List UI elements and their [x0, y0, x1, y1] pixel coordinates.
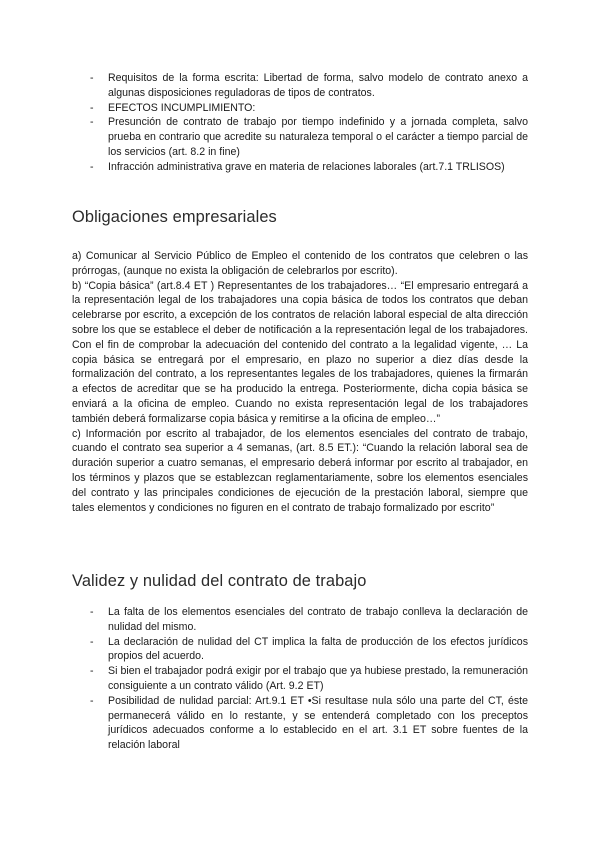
list-item: - La falta de los elementos esenciales del contrato de trabajo conlleva la declaración de nulidad del mismo. [90, 605, 528, 635]
list-item: - EFECTOS INCUMPLIMIENTO: [90, 101, 528, 116]
obligaciones-body [72, 249, 528, 515]
list-item: - Posibilidad de nulidad parcial: Art.9.1 ET •Si resultase nula sólo una parte del CT, éste permanecerá válido en lo restante, y se entenderá completado con los preceptos jurídicos adecuados conforme a lo establecido en el art. 3.1 ET sobre fuentes de la relación laboral [90, 694, 528, 753]
section-heading-obligaciones: Obligaciones empresariales [72, 208, 277, 226]
paragraph: a) Comunicar al Servicio Público de Empleo el contenido de los contratos que celebren o las prórrogas, (aunque no exista la obligación de celebrarlos por escrito). [72, 250, 528, 277]
list-item: - La declaración de nulidad del CT implica la falta de producción de los efectos jurídicos propios del acuerdo. [90, 635, 528, 665]
list-item: - Infracción administrativa grave en materia de relaciones laborales (art.7.1 TRLISOS) [90, 160, 528, 175]
list-item: - Si bien el trabajador podrá exigir por el trabajo que ya hubiese prestado, la remuneración consiguiente a un contrato válido (Art. 9.2 ET) [90, 664, 528, 694]
paragraph: c) Información por escrito al trabajador, de los elementos esenciales del contrato de trabajo, cuando el contrato sea superior a 4 semanas, (art. 8.5 ET.): “Cuando la relación laboral sea de duración superior a cuatro semanas, el empresario deberá informar por escrito al trabajador, en los términos y plazos que se establezcan reglamentariamente, sobre los elementos esenciales del contrato y las principales condiciones de ejecución de la prestación laboral, siempre que tales elementos y condiciones no figuren en el contrato de trabajo formalizado por escrito” [72, 427, 528, 514]
paragraph: b) “Copia básica” (art.8.4 ET ) Representantes de los trabajadores… “El empresario entregará a la representación legal de los trabajadores una copia básica de todos los contratos que deban celebrarse por escrito, a excepción de los contratos de relación laboral especial de alta dirección sobre los que se establece el deber de notificación a la representación legal de los trabajadores. Con el fin de comprobar la adecuación del contenido del contrato a la legalidad vigente, … La copia básica se entregará por el empresario, en plazo no superior a diez días desde la formalización del contrato, a los representantes legales de los trabajadores, quienes la firmarán a efectos de acreditar que se ha producido la entrega. Posteriormente, dicha copia básica se enviará a la oficina de empleo. Cuando no exista representación legal de los trabajadores también deberá formalizarse copia básica y remitirse a la oficina de empleo…” [72, 279, 528, 425]
list-item: - Requisitos de la forma escrita: Libertad de forma, salvo modelo de contrato anexo a algunas disposiciones reguladoras de tipos de contratos. [90, 71, 528, 101]
validez-list [90, 605, 528, 753]
requisitos-list [90, 71, 528, 175]
list-item: - Presunción de contrato de trabajo por tiempo indefinido y a jornada completa, salvo prueba en contrario que acredite su naturaleza temporal o el carácter a tiempo parcial de los servicios (art. 8.2 in fine) [90, 115, 528, 159]
section-heading-validez: Validez y nulidad del contrato de trabajo [72, 572, 367, 590]
